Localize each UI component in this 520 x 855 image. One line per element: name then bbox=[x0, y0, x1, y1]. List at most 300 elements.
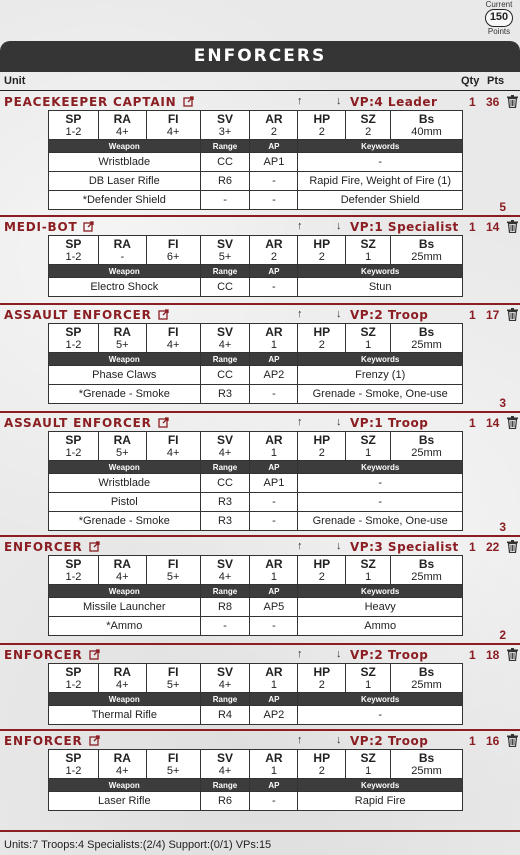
external-link-icon[interactable] bbox=[158, 309, 169, 323]
keywords-header: Keywords bbox=[298, 353, 463, 366]
stat-label: RA bbox=[98, 111, 146, 127]
keywords-header: Keywords bbox=[298, 779, 463, 792]
weapon-ap: - bbox=[250, 172, 298, 191]
column-pts: Pts bbox=[487, 75, 505, 87]
stat-value: 4+ bbox=[98, 572, 146, 585]
unit-name bbox=[4, 540, 100, 555]
stat-value: 1-2 bbox=[49, 448, 99, 461]
stat-label: RA bbox=[98, 432, 146, 448]
unit-name-text: ENFORCER bbox=[4, 648, 83, 662]
stat-value: 5+ bbox=[98, 448, 146, 461]
delete-unit-icon[interactable] bbox=[507, 308, 518, 326]
stat-label: SZ bbox=[346, 556, 391, 572]
stat-label: AR bbox=[250, 556, 298, 572]
delete-unit-icon[interactable] bbox=[507, 734, 518, 752]
move-down-icon[interactable]: ↓ bbox=[336, 308, 342, 320]
stat-label: Bs bbox=[391, 556, 463, 572]
unit-vp-value: VP:1 bbox=[350, 416, 384, 430]
stat-value: 3+ bbox=[200, 127, 250, 140]
unit-pts: 14 bbox=[486, 416, 500, 430]
unit-profile-table bbox=[48, 323, 463, 404]
ap-header: AP bbox=[250, 265, 298, 278]
stat-value: 1 bbox=[250, 340, 298, 353]
stat-label: SP bbox=[49, 111, 99, 127]
stat-label: RA bbox=[98, 324, 146, 340]
stat-label: SP bbox=[49, 664, 99, 680]
stat-value: 2 bbox=[298, 572, 346, 585]
stat-label: SP bbox=[49, 236, 99, 252]
stat-label: AR bbox=[250, 432, 298, 448]
unit-vp bbox=[350, 540, 459, 554]
stat-header-row bbox=[49, 750, 463, 766]
column-header bbox=[0, 73, 520, 91]
weapon-row bbox=[49, 706, 463, 725]
weapon-ap: AP1 bbox=[250, 153, 298, 172]
stat-label: HP bbox=[298, 111, 346, 127]
weapon-name: Thermal Rifle bbox=[49, 706, 201, 725]
ap-header: AP bbox=[250, 693, 298, 706]
weapon-header-row bbox=[49, 265, 463, 278]
stat-value: 1 bbox=[250, 448, 298, 461]
weapon-header-row bbox=[49, 693, 463, 706]
weapon-keywords: Ammo bbox=[298, 617, 463, 636]
stat-label: HP bbox=[298, 556, 346, 572]
weapon-header-row bbox=[49, 461, 463, 474]
external-link-icon[interactable] bbox=[89, 541, 100, 555]
option-points: 5 bbox=[499, 200, 506, 214]
stat-value: 2 bbox=[298, 340, 346, 353]
delete-unit-icon[interactable] bbox=[507, 416, 518, 434]
points-unit-label: Points bbox=[487, 27, 511, 36]
stat-value-row bbox=[49, 340, 463, 353]
stat-label: Bs bbox=[391, 432, 463, 448]
unit-vp bbox=[350, 95, 437, 109]
unit-entry bbox=[0, 305, 520, 413]
unit-name bbox=[4, 308, 169, 323]
unit-entry bbox=[0, 217, 520, 305]
unit-qty[interactable]: 1 bbox=[469, 648, 476, 662]
unit-name bbox=[4, 648, 100, 663]
weapon-row bbox=[49, 153, 463, 172]
stat-value: 4+ bbox=[200, 572, 250, 585]
weapon-range: R6 bbox=[200, 792, 250, 811]
stat-value: 4+ bbox=[146, 340, 200, 353]
stat-value-row bbox=[49, 572, 463, 585]
weapon-row bbox=[49, 474, 463, 493]
stat-value: - bbox=[98, 252, 146, 265]
stat-label: AR bbox=[250, 324, 298, 340]
weapon-range: R6 bbox=[200, 172, 250, 191]
stat-value: 25mm bbox=[391, 766, 463, 779]
weapon-ap: - bbox=[250, 493, 298, 512]
stat-label: FI bbox=[146, 664, 200, 680]
keywords-header: Keywords bbox=[298, 461, 463, 474]
unit-profile-table bbox=[48, 431, 463, 531]
weapon-header-row bbox=[49, 779, 463, 792]
points-indicator bbox=[482, 0, 516, 36]
stat-label: SZ bbox=[346, 432, 391, 448]
move-down-icon[interactable]: ↓ bbox=[336, 416, 342, 428]
unit-vp bbox=[350, 734, 428, 748]
stat-label: HP bbox=[298, 750, 346, 766]
stat-value: 4+ bbox=[146, 448, 200, 461]
stat-label: AR bbox=[250, 664, 298, 680]
stat-label: SV bbox=[200, 324, 250, 340]
stat-label: SZ bbox=[346, 111, 391, 127]
stat-label: RA bbox=[98, 236, 146, 252]
weapon-header: Weapon bbox=[49, 265, 201, 278]
weapon-keywords: - bbox=[298, 153, 463, 172]
stat-value: 1 bbox=[346, 340, 391, 353]
stat-value: 5+ bbox=[146, 572, 200, 585]
weapon-ap: - bbox=[250, 617, 298, 636]
stat-label: Bs bbox=[391, 324, 463, 340]
weapon-range: CC bbox=[200, 366, 250, 385]
weapon-row bbox=[49, 598, 463, 617]
stat-value: 4+ bbox=[146, 127, 200, 140]
unit-pts: 16 bbox=[486, 734, 500, 748]
unit-name-text: ASSAULT ENFORCER bbox=[4, 308, 152, 322]
unit-name-text: ENFORCER bbox=[4, 540, 83, 554]
unit-pts: 18 bbox=[486, 648, 500, 662]
stat-label: Bs bbox=[391, 111, 463, 127]
weapon-ap: AP2 bbox=[250, 706, 298, 725]
column-unit: Unit bbox=[4, 75, 26, 87]
weapon-row bbox=[49, 385, 463, 404]
unit-entry bbox=[0, 731, 520, 832]
weapon-name: *Grenade - Smoke bbox=[49, 385, 201, 404]
weapon-ap: AP1 bbox=[250, 474, 298, 493]
weapon-keywords: - bbox=[298, 706, 463, 725]
stat-label: RA bbox=[98, 556, 146, 572]
move-up-icon[interactable]: ↑ bbox=[297, 308, 303, 320]
weapon-keywords: - bbox=[298, 493, 463, 512]
stat-label: SV bbox=[200, 432, 250, 448]
stat-value: 1 bbox=[346, 252, 391, 265]
stat-value: 1-2 bbox=[49, 766, 99, 779]
unit-role: Troop bbox=[387, 308, 429, 322]
weapon-row bbox=[49, 493, 463, 512]
stat-value: 25mm bbox=[391, 252, 463, 265]
stat-value: 25mm bbox=[391, 340, 463, 353]
weapon-ap: - bbox=[250, 512, 298, 531]
unit-role: Specialist bbox=[387, 540, 459, 554]
weapon-row bbox=[49, 172, 463, 191]
keywords-header: Keywords bbox=[298, 693, 463, 706]
stat-value: 1-2 bbox=[49, 340, 99, 353]
range-header: Range bbox=[200, 693, 250, 706]
stat-value: 2 bbox=[250, 252, 298, 265]
stat-header-row bbox=[49, 556, 463, 572]
move-up-icon[interactable]: ↑ bbox=[297, 540, 303, 552]
unit-pts: 36 bbox=[486, 95, 500, 109]
stat-header-row bbox=[49, 236, 463, 252]
stat-value: 2 bbox=[346, 127, 391, 140]
stat-value: 5+ bbox=[98, 340, 146, 353]
stat-label: SZ bbox=[346, 664, 391, 680]
unit-vp bbox=[350, 416, 428, 430]
stat-label: SV bbox=[200, 111, 250, 127]
stat-label: SZ bbox=[346, 750, 391, 766]
unit-qty[interactable]: 1 bbox=[469, 734, 476, 748]
weapon-keywords: Rapid Fire, Weight of Fire (1) bbox=[298, 172, 463, 191]
weapon-name: Phase Claws bbox=[49, 366, 201, 385]
stat-label: SZ bbox=[346, 236, 391, 252]
move-down-icon[interactable]: ↓ bbox=[336, 648, 342, 660]
weapon-header: Weapon bbox=[49, 140, 201, 153]
weapon-keywords: Heavy bbox=[298, 598, 463, 617]
weapon-header: Weapon bbox=[49, 693, 201, 706]
weapon-keywords: Grenade - Smoke, One-use bbox=[298, 512, 463, 531]
stat-value-row bbox=[49, 252, 463, 265]
stat-label: FI bbox=[146, 111, 200, 127]
ap-header: AP bbox=[250, 140, 298, 153]
weapon-ap: - bbox=[250, 792, 298, 811]
unit-entry bbox=[0, 92, 520, 217]
stat-value: 6+ bbox=[146, 252, 200, 265]
points-current-label: Current bbox=[485, 0, 513, 9]
stat-value: 5+ bbox=[146, 766, 200, 779]
stat-label: HP bbox=[298, 324, 346, 340]
weapon-ap: - bbox=[250, 278, 298, 297]
stat-label: FI bbox=[146, 750, 200, 766]
weapon-range: R3 bbox=[200, 512, 250, 531]
stat-value: 4+ bbox=[98, 127, 146, 140]
roster-summary: Units:7 Troops:4 Specialists:(2/4) Support:(0/1) VPs:15 bbox=[4, 839, 272, 851]
option-points: 2 bbox=[499, 628, 506, 642]
unit-vp bbox=[350, 308, 428, 322]
unit-name-text: ASSAULT ENFORCER bbox=[4, 416, 152, 430]
stat-label: SP bbox=[49, 432, 99, 448]
stat-label: FI bbox=[146, 556, 200, 572]
stat-label: FI bbox=[146, 324, 200, 340]
weapon-row bbox=[49, 366, 463, 385]
weapon-ap: AP2 bbox=[250, 366, 298, 385]
weapon-name: Laser Rifle bbox=[49, 792, 201, 811]
range-header: Range bbox=[200, 779, 250, 792]
range-header: Range bbox=[200, 140, 250, 153]
stat-value: 2 bbox=[250, 127, 298, 140]
unit-profile-table bbox=[48, 235, 463, 297]
unit-vp-value: VP:4 bbox=[350, 95, 384, 109]
stat-value: 25mm bbox=[391, 680, 463, 693]
stat-value: 1 bbox=[250, 680, 298, 693]
weapon-range: R8 bbox=[200, 598, 250, 617]
weapon-range: - bbox=[200, 617, 250, 636]
range-header: Range bbox=[200, 265, 250, 278]
stat-value-row bbox=[49, 448, 463, 461]
weapon-name: *Grenade - Smoke bbox=[49, 512, 201, 531]
weapon-range: CC bbox=[200, 153, 250, 172]
weapon-range: R3 bbox=[200, 385, 250, 404]
move-down-icon[interactable]: ↓ bbox=[336, 220, 342, 232]
move-up-icon[interactable]: ↑ bbox=[297, 95, 303, 107]
unit-vp bbox=[350, 648, 428, 662]
move-down-icon[interactable]: ↓ bbox=[336, 95, 342, 107]
unit-qty[interactable]: 1 bbox=[469, 540, 476, 554]
delete-unit-icon[interactable] bbox=[507, 220, 518, 238]
move-down-icon[interactable]: ↓ bbox=[336, 734, 342, 746]
stat-value: 5+ bbox=[200, 252, 250, 265]
weapon-header-row bbox=[49, 353, 463, 366]
stat-label: RA bbox=[98, 664, 146, 680]
unit-role: Leader bbox=[387, 95, 438, 109]
move-up-icon[interactable]: ↑ bbox=[297, 734, 303, 746]
weapon-row bbox=[49, 617, 463, 636]
stat-label: SZ bbox=[346, 324, 391, 340]
weapon-ap: - bbox=[250, 191, 298, 210]
stat-value: 1-2 bbox=[49, 680, 99, 693]
unit-role: Troop bbox=[387, 648, 429, 662]
unit-qty[interactable]: 1 bbox=[469, 308, 476, 322]
stat-label: Bs bbox=[391, 236, 463, 252]
unit-profile-table bbox=[48, 110, 463, 210]
unit-qty[interactable]: 1 bbox=[469, 95, 476, 109]
delete-unit-icon[interactable] bbox=[507, 648, 518, 666]
weapon-row bbox=[49, 278, 463, 297]
points-value: 150 bbox=[485, 9, 513, 27]
unit-vp-value: VP:3 bbox=[350, 540, 384, 554]
ap-header: AP bbox=[250, 779, 298, 792]
move-up-icon[interactable]: ↑ bbox=[297, 648, 303, 660]
stat-label: SP bbox=[49, 556, 99, 572]
stat-label: SP bbox=[49, 324, 99, 340]
weapon-range: CC bbox=[200, 474, 250, 493]
delete-unit-icon[interactable] bbox=[507, 540, 518, 558]
weapon-ap: - bbox=[250, 385, 298, 404]
unit-name bbox=[4, 220, 94, 235]
weapon-keywords: Stun bbox=[298, 278, 463, 297]
stat-label: HP bbox=[298, 432, 346, 448]
weapon-range: R4 bbox=[200, 706, 250, 725]
stat-label: AR bbox=[250, 236, 298, 252]
stat-label: RA bbox=[98, 750, 146, 766]
weapon-keywords: Grenade - Smoke, One-use bbox=[298, 385, 463, 404]
stat-value-row bbox=[49, 127, 463, 140]
unit-vp-value: VP:2 bbox=[350, 734, 384, 748]
column-qty: Qty bbox=[461, 75, 480, 87]
stat-label: SV bbox=[200, 556, 250, 572]
unit-role: Troop bbox=[387, 416, 429, 430]
delete-unit-icon[interactable] bbox=[507, 95, 518, 113]
weapon-header: Weapon bbox=[49, 461, 201, 474]
stat-value: 4+ bbox=[200, 680, 250, 693]
range-header: Range bbox=[200, 585, 250, 598]
external-link-icon[interactable] bbox=[183, 96, 194, 110]
weapon-range: - bbox=[200, 191, 250, 210]
stat-value: 4+ bbox=[98, 680, 146, 693]
unit-entry bbox=[0, 645, 520, 731]
move-up-icon[interactable]: ↑ bbox=[297, 416, 303, 428]
keywords-header: Keywords bbox=[298, 265, 463, 278]
ap-header: AP bbox=[250, 353, 298, 366]
stat-header-row bbox=[49, 111, 463, 127]
external-link-icon[interactable] bbox=[158, 417, 169, 431]
stat-label: SP bbox=[49, 750, 99, 766]
range-header: Range bbox=[200, 461, 250, 474]
stat-label: HP bbox=[298, 236, 346, 252]
unit-vp-value: VP:1 bbox=[350, 220, 384, 234]
weapon-name: Missile Launcher bbox=[49, 598, 201, 617]
external-link-icon[interactable] bbox=[89, 649, 100, 663]
unit-name bbox=[4, 95, 194, 110]
option-points: 3 bbox=[499, 396, 506, 410]
stat-value: 1-2 bbox=[49, 252, 99, 265]
stat-label: Bs bbox=[391, 750, 463, 766]
weapon-keywords: - bbox=[298, 474, 463, 493]
weapon-ap: AP5 bbox=[250, 598, 298, 617]
stat-value: 1-2 bbox=[49, 572, 99, 585]
stat-label: SV bbox=[200, 236, 250, 252]
stat-label: AR bbox=[250, 111, 298, 127]
faction-title: ENFORCERS bbox=[0, 41, 520, 72]
stat-label: FI bbox=[146, 236, 200, 252]
keywords-header: Keywords bbox=[298, 585, 463, 598]
weapon-keywords: Defender Shield bbox=[298, 191, 463, 210]
unit-name-text: ENFORCER bbox=[4, 734, 83, 748]
stat-value: 25mm bbox=[391, 448, 463, 461]
weapon-range: CC bbox=[200, 278, 250, 297]
external-link-icon[interactable] bbox=[89, 735, 100, 749]
stat-value: 5+ bbox=[146, 680, 200, 693]
stat-label: SV bbox=[200, 750, 250, 766]
stat-header-row bbox=[49, 324, 463, 340]
weapon-header: Weapon bbox=[49, 779, 201, 792]
stat-value: 2 bbox=[298, 252, 346, 265]
stat-value-row bbox=[49, 766, 463, 779]
unit-name bbox=[4, 416, 169, 431]
unit-profile-table bbox=[48, 663, 463, 725]
external-link-icon[interactable] bbox=[83, 221, 94, 235]
stat-label: HP bbox=[298, 664, 346, 680]
weapon-header: Weapon bbox=[49, 585, 201, 598]
unit-role: Specialist bbox=[387, 220, 459, 234]
stat-value: 4+ bbox=[98, 766, 146, 779]
unit-profile-table bbox=[48, 749, 463, 811]
weapon-name: Wristblade bbox=[49, 153, 201, 172]
weapon-name: DB Laser Rifle bbox=[49, 172, 201, 191]
weapon-name: Pistol bbox=[49, 493, 201, 512]
stat-value: 1 bbox=[346, 448, 391, 461]
weapon-keywords: Rapid Fire bbox=[298, 792, 463, 811]
unit-qty[interactable]: 1 bbox=[469, 416, 476, 430]
weapon-header: Weapon bbox=[49, 353, 201, 366]
move-up-icon[interactable]: ↑ bbox=[297, 220, 303, 232]
stat-header-row bbox=[49, 432, 463, 448]
stat-value: 2 bbox=[298, 448, 346, 461]
stat-value: 4+ bbox=[200, 340, 250, 353]
stat-value: 25mm bbox=[391, 572, 463, 585]
unit-pts: 17 bbox=[486, 308, 500, 322]
unit-vp-value: VP:2 bbox=[350, 648, 384, 662]
weapon-name: Wristblade bbox=[49, 474, 201, 493]
unit-name-text: PEACEKEEPER CAPTAIN bbox=[4, 95, 177, 109]
stat-value: 1-2 bbox=[49, 127, 99, 140]
stat-label: SV bbox=[200, 664, 250, 680]
stat-value: 1 bbox=[250, 766, 298, 779]
weapon-row bbox=[49, 792, 463, 811]
weapon-row bbox=[49, 512, 463, 531]
move-down-icon[interactable]: ↓ bbox=[336, 540, 342, 552]
weapon-name: *Ammo bbox=[49, 617, 201, 636]
stat-value: 1 bbox=[250, 572, 298, 585]
unit-name bbox=[4, 734, 100, 749]
stat-value: 4+ bbox=[200, 766, 250, 779]
unit-qty[interactable]: 1 bbox=[469, 220, 476, 234]
weapon-name: *Defender Shield bbox=[49, 191, 201, 210]
unit-entry bbox=[0, 537, 520, 645]
unit-role: Troop bbox=[387, 734, 429, 748]
